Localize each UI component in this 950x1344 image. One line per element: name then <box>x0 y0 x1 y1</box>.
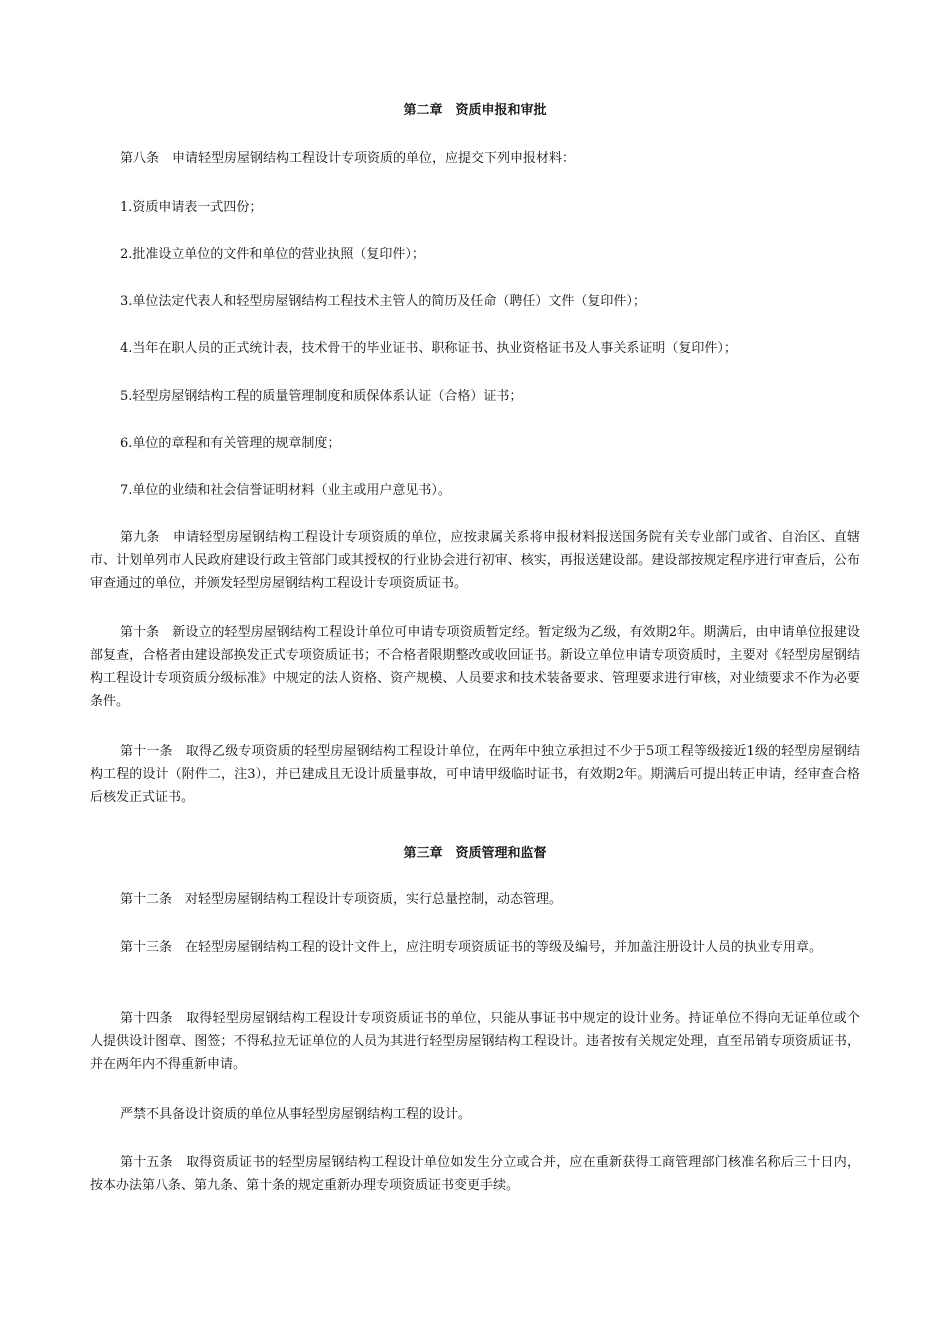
article-9: 第九条 申请轻型房屋钢结构工程设计专项资质的单位，应按隶属关系将申报材料报送国务院有关专业部门或省、自治区、直辖市、计划单列市人民政府建设行政主管部门或其授权的行业协会进行初审、核实，再报送建设部。建设部按规定程序进行审查后，公布审查通过的单位，并颁发轻型房屋钢结构工程设计专项资质证书。 <box>90 530 860 591</box>
article-8: 第八条 申请轻型房屋钢结构工程设计专项资质的单位，应提交下列申报材料： <box>120 151 576 166</box>
article-12: 第十二条 对轻型房屋钢结构工程设计专项资质，实行总量控制，动态管理。 <box>120 892 563 907</box>
article-13: 第十三条 在轻型房屋钢结构工程的设计文件上，应注明专项资质证书的等级及编号，并加盖注册设计人员的执业专用章。 <box>120 940 823 955</box>
material-item-3: 3.单位法定代表人和轻型房屋钢结构工程技术主管人的简历及任命（聘任）文件（复印件）； <box>120 294 646 309</box>
material-item-5: 5.轻型房屋钢结构工程的质量管理制度和质保体系认证（合格）证书； <box>120 389 523 404</box>
material-item-2: 2.批准设立单位的文件和单位的营业执照（复印件）； <box>120 247 425 262</box>
chapter-2-title: 第二章 资质申报和审批 <box>403 103 547 118</box>
article-11: 第十一条 取得乙级专项资质的轻型房屋钢结构工程设计单位，在两年中独立承担过不少于5项工程等级接近1级的轻型房屋钢结构工程的设计（附件二，注3），并已建成且无设计质量事故，可申请甲级临时证书，有效期2年。期满后可提出转正申请，经审查合格后核发正式证书。 <box>90 744 860 805</box>
material-item-1: 1.资质申请表一式四份； <box>120 200 263 215</box>
material-item-7: 7.单位的业绩和社会信誉证明材料（业主或用户意见书）。 <box>120 483 451 498</box>
article-14: 第十四条 取得轻型房屋钢结构工程设计专项资质证书的单位，只能从事证书中规定的设计业务。持证单位不得向无证单位或个人提供设计图章、图签；不得私拉无证单位的人员为其进行轻型房屋钢结构工程设计。违者按有关规定处理，直至吊销专项资质证书，并在两年内不得重新申请。 <box>90 1011 860 1072</box>
material-item-6: 6.单位的章程和有关管理的规章制度； <box>120 436 341 451</box>
article-15: 第十五条 取得资质证书的轻型房屋钢结构工程设计单位如发生分立或合并，应在重新获得工商管理部门核准名称后三十日内，按本办法第八条、第九条、第十条的规定重新办理专项资质证书变更手续。 <box>90 1155 860 1193</box>
chapter-3-title: 第三章 资质管理和监督 <box>403 846 547 861</box>
article-10: 第十条 新设立的轻型房屋钢结构工程设计单位可申请专项资质暂定经。暂定级为乙级，有效期2年。期满后，由申请单位报建设部复查，合格者由建设部换发正式专项资质证书；不合格者限期整改或收回证书。新设立单位申请专项资质时，主要对《轻型房屋钢结构工程设计专项资质分级标准》中规定的法人资格、资产规模、人员要求和技术装备要求、管理要求进行审核，对业绩要求不作为必要条件。 <box>90 625 860 709</box>
prohibition-note: 严禁不具备设计资质的单位从事轻型房屋钢结构工程的设计。 <box>120 1107 472 1122</box>
material-item-4: 4.当年在职人员的正式统计表，技术骨干的毕业证书、职称证书、执业资格证书及人事关系证明（复印件）； <box>120 341 737 356</box>
